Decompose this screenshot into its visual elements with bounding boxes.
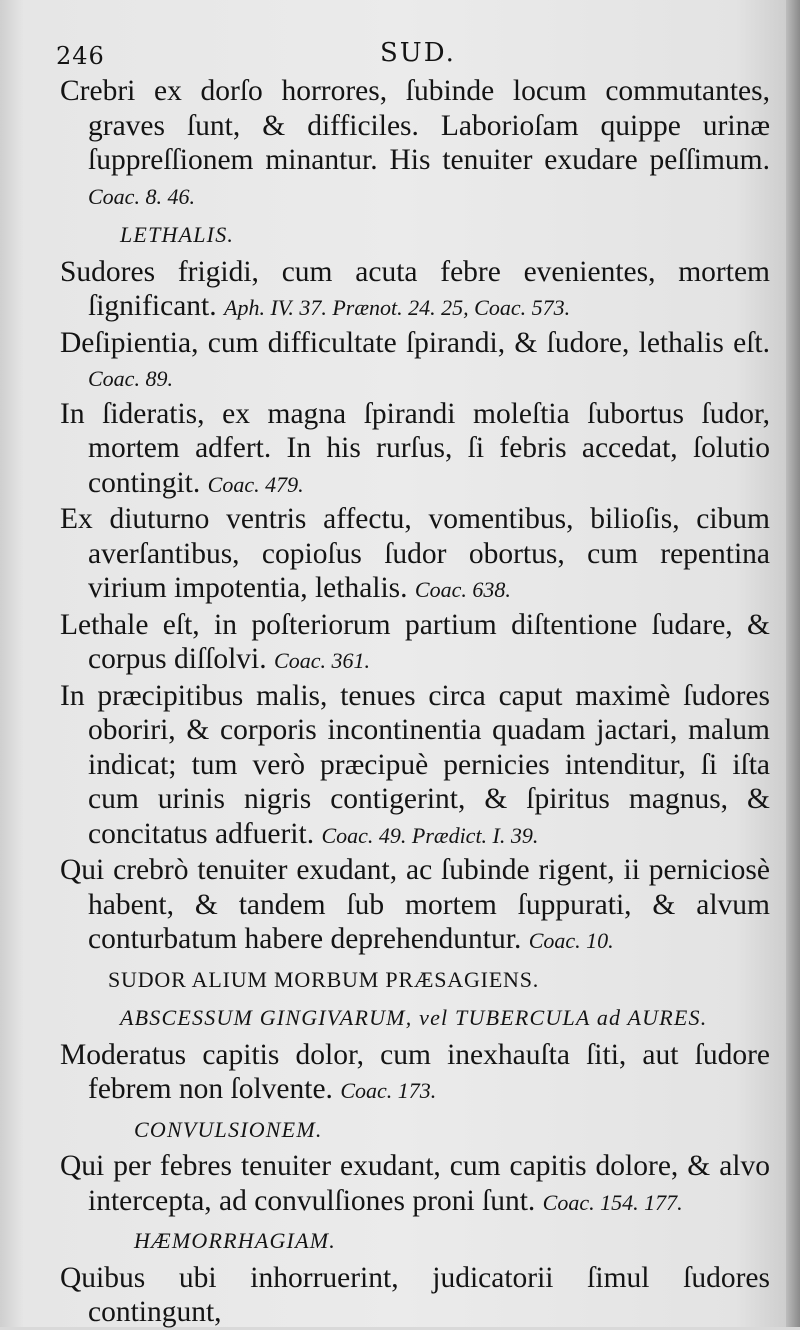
entry: Crebri ex dorſo horrores, ſubinde locum commutantes, graves ſunt, & difficiles. Laborioſam quippe urinæ ſuppreſſionem minantur. His tenuiter exudare peſſimum. Coac. 8. 46. <box>60 75 770 209</box>
entry: In ſideratis, ex magna ſpirandi moleſtia ſubortus ſudor, mortem adfert. In his rurſus, ſi febris accedat, ſolutio contingit. Coac. 479. <box>60 397 770 499</box>
entry: Qui per febres tenuiter exudant, cum capitis dolore, & alvo intercepta, ad convulſiones proni ſunt. Coac. 154. 177. <box>60 1150 770 1217</box>
entry: Sudores frigidi, cum acuta febre evenientes, mortem ſignificant. Aph. IV. 37. Prænot. 24. 25, Coac. 573. <box>60 255 770 322</box>
citation: Coac. 89. <box>88 366 173 391</box>
entry: Qui crebrò tenuiter exudant, ac ſubinde rigent, ii perniciosè habent, & tandem ſub mortem ſuppurati, & alvum conturbatum habere deprehenduntur. Coac. 10. <box>60 854 770 955</box>
citation: Coac. 10. <box>528 928 614 953</box>
entry: Deſipientia, cum difficultate ſpirandi, & ſudore, lethalis eſt. Coac. 89. <box>60 326 770 391</box>
citation: Coac. 361. <box>274 648 370 673</box>
subsection-heading: HÆMORRHAGIAM. <box>134 1228 336 1253</box>
citation: Coac. 154. 177. <box>542 1189 683 1215</box>
book-spine-shadow <box>786 0 800 1327</box>
citation: Coac. 173. <box>340 1078 437 1103</box>
running-head: SUD. <box>380 38 456 68</box>
citation: Coac. 8. 46. <box>88 183 195 209</box>
subsection-heading: ABSCESSUM GINGIVARUM, vel TUBERCULA ad AURES. <box>120 1005 708 1030</box>
page-header <box>0 28 800 68</box>
section-heading: LETHALIS. <box>120 222 235 247</box>
citation: Aph. IV. 37. Prænot. 24. 25, Coac. 573. <box>224 295 571 320</box>
citation: Coac. 49. Prædict. I. 39. <box>321 822 539 848</box>
page-number: 246 <box>56 42 105 70</box>
entry: Moderatus capitis dolor, cum inexhauſta ſiti, aut ſudore febrem non ſolvente. Coac. 173. <box>60 1038 770 1105</box>
section-heading: SUDOR ALIUM MORBUM PRÆSAGIENS. <box>108 966 540 992</box>
subsection-heading: CONVULSIONEM. <box>134 1116 323 1142</box>
entry: Ex diuturno ventris affectu, vomentibus, bilioſis, cibum averſantibus, copioſus ſudor obortus, cum repentina virium impotentia, lethalis. Coac. 638. <box>60 503 770 604</box>
citation: Coac. 638. <box>414 577 511 602</box>
citation: Coac. 479. <box>207 471 304 497</box>
page-body <box>60 74 770 1330</box>
entry: Quibus ubi inhorruerint, judicatorii ſimul ſudores contingunt, <box>60 1261 770 1328</box>
entry: In præcipitibus malis, tenues circa caput maximè ſudores oboriri, & corporis incontinentia quadam jactari, malum indicat; tum verò præcipuè pernicies intenditur, ſi iſta cum urinis nigris contigerint, & ſpiritus magnus, & concitatus adfuerit. Coac. 49. Prædict. I. 39. <box>60 679 770 850</box>
entry: Lethale eſt, in poſteriorum partium diſtentione ſudare, & corpus diſſolvi. Coac. 361. <box>60 608 770 675</box>
